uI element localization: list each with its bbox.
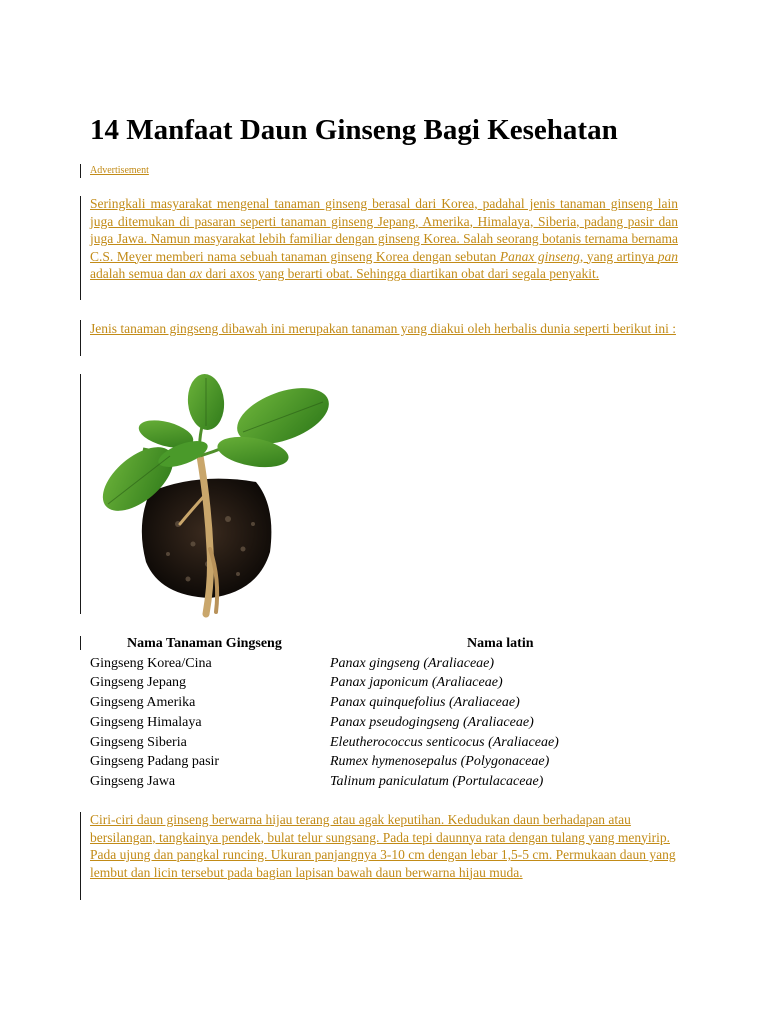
table-row	[90, 713, 690, 733]
intro-paragraph[interactable]	[90, 195, 678, 283]
types-intro-paragraph[interactable]: Jenis tanaman gingseng dibawah ini merupakan tanaman yang diakui oleh herbalis dunia seperti berikut ini :	[90, 321, 676, 336]
advertisement-marker	[80, 164, 81, 178]
cell-latin-name: Panax quinquefolius (Araliaceae)	[330, 695, 520, 711]
table-row	[90, 693, 690, 713]
table-row	[90, 673, 690, 693]
cell-common-name: Gingseng Padang pasir	[90, 754, 220, 770]
article-title: 14 Manfaat Daun Ginseng Bagi Kesehatan	[90, 114, 618, 146]
paragraph-marker	[80, 196, 81, 300]
cell-latin-name: Panax gingseng (Araliaceae)	[330, 655, 495, 671]
intro-italic-panax: Panax ginseng	[499, 248, 580, 264]
header-latin-name: Nama latin	[467, 636, 534, 651]
intro-text-4: dari axos yang berarti obat. Sehingga diartikan obat dari segala penyakit.	[202, 266, 600, 281]
cell-latin-name: Panax pseudogingseng (Araliaceae)	[330, 714, 534, 730]
intro-text-1: Seringkali masyarakat mengenal tanaman ginseng berasal dari Korea, padahal jenis tanaman ginseng lain juga ditemukan di pasaran seperti tanaman ginseng Jepang, Amerika, Himalaya, Siberia, padang pasir dan juga Jawa. Namun masyarakat lebih familiar dengan ginseng Korea. Salah seorang botanis ternama bernama C.S. Meyer memberi nama sebuah tanaman ginseng Korea dengan sebutan	[90, 196, 678, 264]
table-header-row	[90, 634, 690, 654]
table-marker	[80, 636, 81, 650]
cell-common-name: Gingseng Korea/Cina	[90, 655, 212, 671]
cell-common-name: Gingseng Amerika	[90, 695, 196, 711]
intro-text-2: , yang artinya	[579, 248, 658, 264]
paragraph-marker	[80, 320, 81, 356]
cell-latin-name: Rumex hymenosepalus (Polygonaceae)	[330, 754, 550, 770]
intro-italic-pan: pan	[657, 248, 678, 264]
intro-italic-ax: ax	[189, 266, 203, 281]
table-row	[90, 654, 690, 674]
table-row	[90, 772, 690, 792]
ginseng-types-table	[90, 634, 690, 792]
image-marker	[80, 374, 81, 614]
intro-text-3: adalah semua dan	[90, 266, 190, 281]
cell-latin-name: Panax japonicum (Araliaceae)	[330, 675, 503, 691]
cell-common-name: Gingseng Siberia	[90, 734, 187, 750]
table-row	[90, 733, 690, 753]
paragraph-marker	[80, 812, 81, 900]
cell-common-name: Gingseng Jepang	[90, 675, 187, 691]
ginseng-plant-image	[88, 374, 333, 619]
cell-common-name: Gingseng Himalaya	[90, 714, 202, 730]
advertisement-link[interactable]: Advertisement	[90, 165, 149, 176]
header-common-name: Nama Tanaman Gingseng	[127, 636, 282, 651]
leaf-description-paragraph[interactable]: Ciri-ciri daun ginseng berwarna hijau terang atau agak keputihan. Kedudukan daun berhadapan atau bersilangan, tangkainya pendek, bulat telur sungsang. Pada tepi daunnya rata dengan tulang yang menyirip. Pada ujung dan pangkal runcing. Ukuran panjangnya 3-10 cm dengan lebar 1,5-5 cm. Permukaan daun yang lembut dan licin tersebut pada bagian lapisan bawah daun berwarna hijau muda.	[90, 812, 676, 880]
cell-common-name: Gingseng Jawa	[90, 773, 176, 789]
cell-latin-name: Talinum paniculatum (Portulacaceae)	[330, 773, 544, 789]
cell-latin-name: Eleutherococcus senticocus (Araliaceae)	[330, 734, 559, 750]
table-row	[90, 752, 690, 772]
